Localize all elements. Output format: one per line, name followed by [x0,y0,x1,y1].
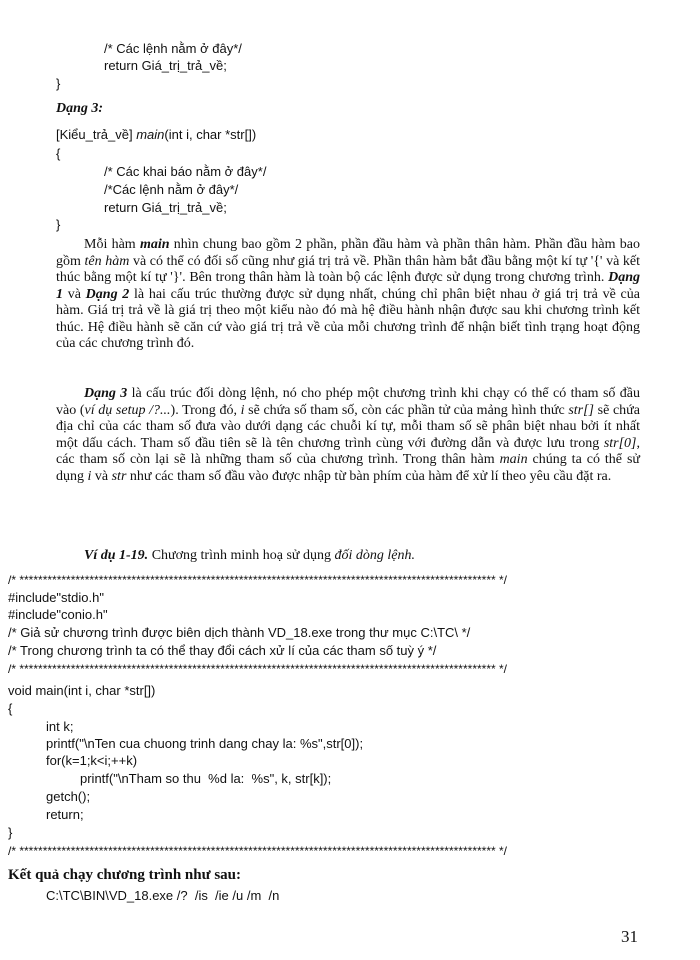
code-line: return; [46,807,84,822]
code-brace: } [56,217,61,232]
signature-function-name: main [136,127,165,142]
text: và có thể có đối số cũng như giá trị trả về. Phần thân hàm bắt đầu bằng một kí tự '{' và kết thúc bằng một kí tự '}'. Bên trong thân hàm là toàn bộ các lệnh được sử dụng trong chương trình. [56,253,641,285]
signature-params: (int i, char *str[]) [164,127,257,142]
code-line: /* Các lệnh nằm ở đây*/ [104,41,242,56]
text: và [91,468,112,484]
text: là cấu trúc đối dòng lệnh, nó cho phép một chương trình khi chạy có thể có tham số đầu vào ( [56,386,640,418]
code-line: /* Các khai báo nằm ở đây*/ [104,164,267,179]
emphasis: ví dụ setup /?... [84,402,171,418]
result-heading: Kết quả chạy chương trình như sau: [8,867,242,883]
code-line: getch(); [46,789,91,804]
example-caption [56,548,640,564]
emphasis: str[0] [603,435,637,451]
code-line: return Giá_trị_trả_về; [104,58,227,73]
code-line: printf("\nTham so thu %d la: %s", k, str[k]); [80,771,332,786]
code-line: void main(int i, char *str[]) [8,683,156,698]
comment-divider: /* ****************************************************************************************************** */ [8,573,508,587]
text: sẽ chứa số tham số, còn các phần tử của mảng hình thức [244,402,569,418]
emphasis: str [111,468,127,484]
emphasis: tên hàm [84,253,130,269]
emphasis: i [240,402,245,418]
emphasis: Dạng 3 [84,386,128,401]
code-brace: } [8,825,13,840]
text: ). Trong đó, [170,402,241,418]
code-comment: /* Trong chương trình ta có thể thay đổi cách xử lí của các tham số tuỳ ý */ [8,643,437,658]
code-line: return Giá_trị_trả_về; [104,200,227,215]
text: Chương trình minh hoạ sử dụng [148,548,335,563]
emphasis: Dạng 1 [56,270,640,302]
code-line: #include"stdio.h" [8,590,104,605]
body-paragraph-2 [56,386,640,485]
code-line: #include"conio.h" [8,607,108,622]
code-line: int k; [46,719,74,734]
example-label: Ví dụ 1-19. [84,548,149,563]
body-paragraph-1 [56,237,640,353]
code-brace: { [56,146,61,161]
text: nhìn chung bao gồm 2 phần, phần đầu hàm và phần thân hàm. Phần đầu hàm bao gồm [56,237,640,269]
text: như các tham số đầu vào được nhập từ bàn phím của hàm để xử lí theo yêu cầu đặt ra. [126,468,612,484]
code-line: /*Các lệnh nằm ở đây*/ [104,182,239,197]
command-line: C:\TC\BIN\VD_18.exe /? /is /ie /u /m /n [46,888,280,903]
code-line: for(k=1;k<i;++k) [46,753,138,768]
text: sẽ chứa địa chỉ của các tham số đưa vào dưới dạng các chuỗi kí tự, mỗi tham số sẽ phân biệt nhau bởi ít nhất một dấu cách. Tham số đầu tiên sẽ là tên chương trình cùng với đường dẫn và được lưu trong [56,402,640,451]
emphasis: Dạng 2 [85,286,130,302]
signature-return-type: [Kiểu_trả_về] [56,127,137,142]
text: chúng ta có thể sử dụng [56,452,640,484]
code-line: printf("\nTen cua chuong trinh dang chay la: %s",str[0]); [46,736,364,751]
code-brace: { [8,701,13,716]
emphasis: i [87,468,92,484]
emphasis: str[] [568,402,594,418]
page-number: 31 [621,927,638,946]
emphasis: đối dòng lệnh. [334,548,415,563]
emphasis: main [139,237,170,252]
code-brace: } [56,76,61,91]
comment-divider: /* ****************************************************************************************************** */ [8,844,508,858]
function-signature [56,126,256,144]
emphasis: main [499,452,528,467]
code-comment: /* Giả sử chương trình được biên dịch thành VD_18.exe trong thư mục C:\TC\ */ [8,625,471,640]
comment-divider: /* ****************************************************************************************************** */ [8,662,508,676]
text: là hai cấu trúc thường được sử dụng nhất, chúng chỉ phân biệt nhau ở giá trị trả về của hàm. Giá trị trả về là giá trị theo một kiểu nào đó mà hệ điều hành nhận được sau khi chương trình kết thúc. Hệ điều hành sẽ căn cứ vào giá trị trả về của mỗi chương trình để nhận biết tình trạng hoạt động của các chương trình đó. [56,286,640,351]
text: và [63,286,86,302]
section-heading: Dạng 3: [56,101,104,116]
text: Mỗi hàm [84,237,140,252]
text: , các tham số còn lại sẽ là những tham số của chương trình. Trong thân hàm [56,435,640,467]
